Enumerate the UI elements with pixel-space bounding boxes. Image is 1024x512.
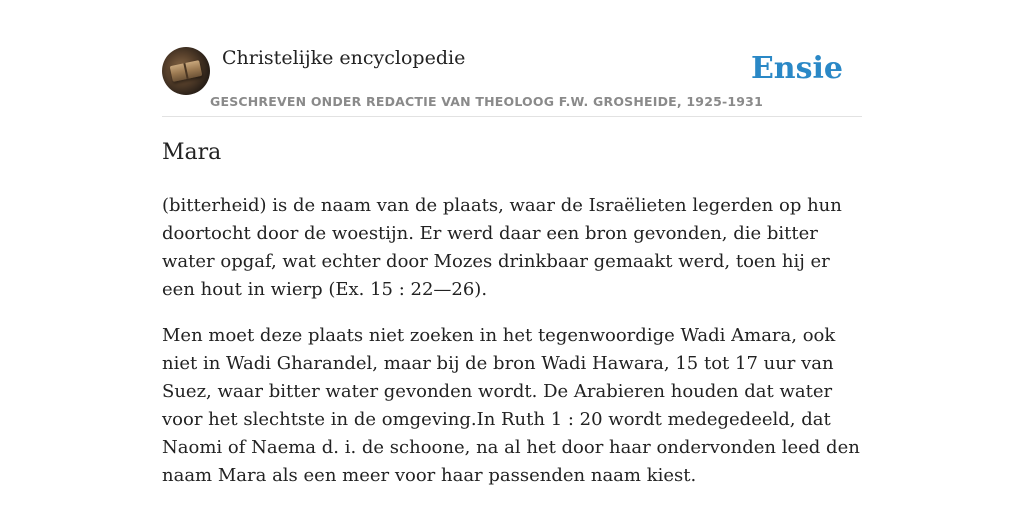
article-title: Mara (162, 140, 222, 165)
article-paragraph: Men moet deze plaats niet zoeken in het tegenwoordige Wadi Amara, ook niet in Wadi Gharandel, maar bij de bron Wadi Hawara, 15 tot 17 uur van Suez, waar bitter water gevonden wordt. De Arabieren houden dat water voor het slechtste in de omgeving.In Ruth 1 : 20 wordt medegedeeld, dat Naomi of Naema d. i. de schoone, na al het door haar ondervonden leed den naam Mara als een meer voor haar passenden naam kiest. (162, 325, 860, 486)
brand-logo[interactable]: Ensie (750, 51, 843, 86)
article-paragraph: (bitterheid) is de naam van de plaats, waar de Israëlieten legerden op hun doortocht door de woestijn. Er werd daar een bron gevonden, die bitter water opgaf, wat echter door Mozes drinkbaar gemaakt werd, toen hij er een hout in wierp (Ex. 15 : 22—26). (162, 195, 842, 300)
book-icon (170, 60, 203, 82)
site-title[interactable]: Christelijke encyclopedie (222, 47, 466, 69)
site-subtitle: GESCHREVEN ONDER REDACTIE VAN THEOLOOG F.W. GROSHEIDE, 1925-1931 (210, 94, 763, 109)
article-body (162, 192, 864, 508)
encyclopedia-avatar[interactable] (162, 47, 210, 95)
site-header (162, 46, 862, 117)
